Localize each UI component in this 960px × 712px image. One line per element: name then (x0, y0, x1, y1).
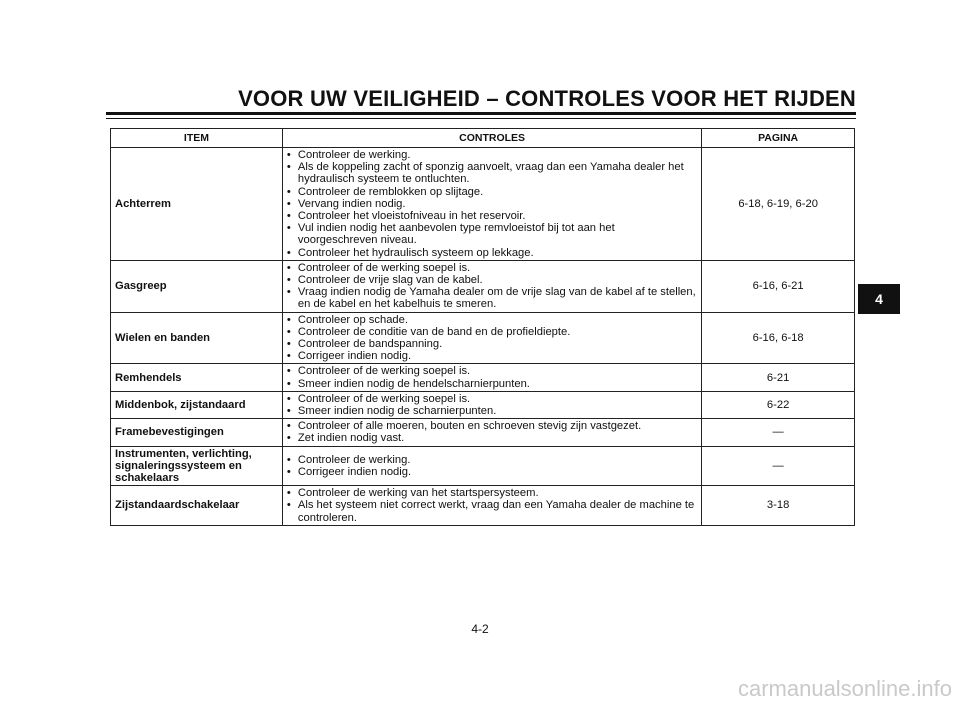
table-row (111, 446, 855, 486)
page-cell: 6-21 (702, 364, 855, 391)
control-item: • Controleer de vrije slag van de kabel. (287, 274, 697, 286)
control-item: • Controleer het vloeistofniveau in het reservoir. (287, 210, 697, 222)
item-cell: Remhendels (111, 364, 283, 391)
header-page: PAGINA (702, 129, 855, 148)
title-rule-thin (106, 118, 856, 119)
control-item: • Smeer indien nodig de hendelscharnierpunten. (287, 378, 697, 390)
control-item: • Vul indien nodig het aanbevolen type remvloeistof bij tot aan het voorgeschreven niveau. (287, 222, 697, 246)
table-row (111, 312, 855, 364)
item-cell: Framebevestigingen (111, 419, 283, 446)
page-cell: 6-18, 6-19, 6-20 (702, 148, 855, 261)
title-rule-thick (106, 112, 856, 115)
table-header-row (111, 129, 855, 148)
controls-cell (282, 419, 701, 446)
item-cell: Gasgreep (111, 260, 283, 312)
control-item: • Controleer de werking van het startspersysteem. (287, 487, 697, 499)
item-cell: Zijstandaardschakelaar (111, 486, 283, 526)
control-item: • Smeer indien nodig de scharnierpunten. (287, 405, 697, 417)
controls-cell (282, 364, 701, 391)
control-item: • Als de koppeling zacht of sponzig aanvoelt, vraag dan een Yamaha dealer het hydraulisch systeem te ontluchten. (287, 161, 697, 185)
control-item: • Controleer de remblokken op slijtage. (287, 186, 697, 198)
controls-cell (282, 148, 701, 261)
table-row (111, 148, 855, 261)
page-number: 4-2 (471, 622, 489, 636)
control-item: • Corrigeer indien nodig. (287, 466, 697, 478)
table-row (111, 419, 855, 446)
control-item: • Controleer of alle moeren, bouten en schroeven stevig zijn vastgezet. (287, 420, 697, 432)
control-item: • Controleer de bandspanning. (287, 338, 697, 350)
page-cell: 3-18 (702, 486, 855, 526)
controls-cell (282, 312, 701, 364)
item-cell: Instrumenten, verlichting, signaleringssysteem en schakelaars (111, 446, 283, 486)
page-cell: 6-16, 6-21 (702, 260, 855, 312)
item-cell: Middenbok, zijstandaard (111, 391, 283, 418)
table-row (111, 486, 855, 526)
controls-cell (282, 446, 701, 486)
control-item: • Controleer de conditie van de band en de profieldiepte. (287, 326, 697, 338)
table-row (111, 364, 855, 391)
page-title: VOOR UW VEILIGHEID – CONTROLES VOOR HET RIJDEN (238, 86, 856, 111)
control-item: • Vraag indien nodig de Yamaha dealer om de vrije slag van de kabel af te stellen, en de kabel en het kabelhuis te smeren. (287, 286, 697, 310)
control-item: • Controleer of de werking soepel is. (287, 393, 697, 405)
chapter-tab: 4 (858, 284, 900, 314)
page-cell: 6-22 (702, 391, 855, 418)
table-row (111, 260, 855, 312)
table-row (111, 391, 855, 418)
inspection-table (110, 128, 855, 526)
controls-cell (282, 260, 701, 312)
page-cell: 6-16, 6-18 (702, 312, 855, 364)
control-item: • Controleer het hydraulisch systeem op lekkage. (287, 247, 697, 259)
control-item: • Controleer de werking. (287, 454, 697, 466)
controls-cell (282, 486, 701, 526)
control-item: • Controleer of de werking soepel is. (287, 262, 697, 274)
control-item: • Controleer op schade. (287, 314, 697, 326)
control-item: • Als het systeem niet correct werkt, vraag dan een Yamaha dealer de machine te controleren. (287, 499, 697, 523)
control-item: • Controleer of de werking soepel is. (287, 365, 697, 377)
control-item: • Controleer de werking. (287, 149, 697, 161)
page-cell: — (702, 419, 855, 446)
watermark: carmanualsonline.info (737, 676, 952, 701)
item-cell: Achterrem (111, 148, 283, 261)
header-controls: CONTROLES (282, 129, 701, 148)
page-cell: — (702, 446, 855, 486)
item-cell: Wielen en banden (111, 312, 283, 364)
control-item: • Vervang indien nodig. (287, 198, 697, 210)
control-item: • Zet indien nodig vast. (287, 432, 697, 444)
control-item: • Corrigeer indien nodig. (287, 350, 697, 362)
header-item: ITEM (111, 129, 283, 148)
controls-cell (282, 391, 701, 418)
